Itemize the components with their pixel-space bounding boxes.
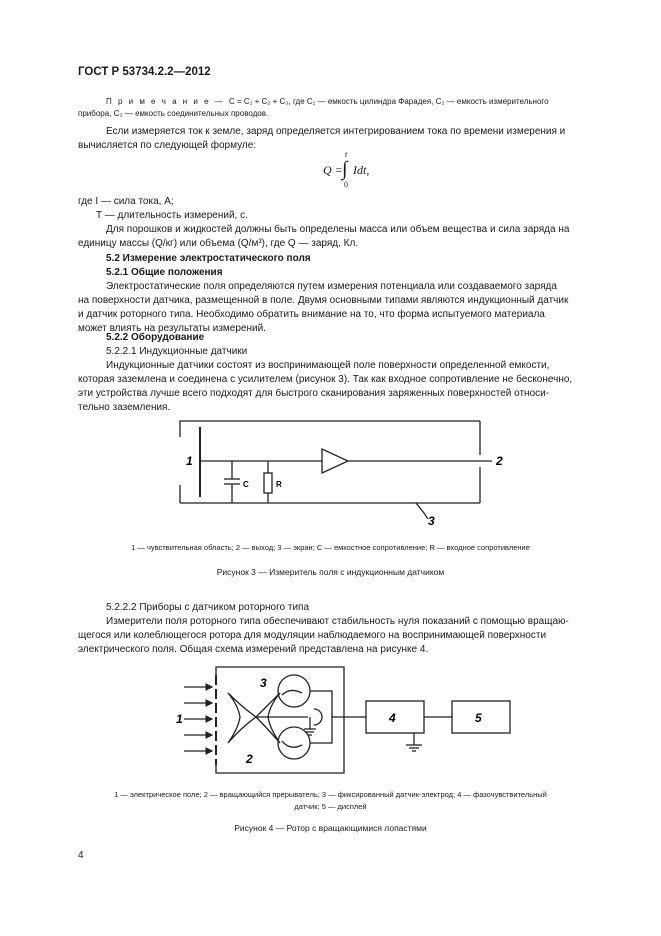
fig3-label-2: 2 (496, 454, 503, 468)
fig4-label-2: 2 (246, 752, 253, 766)
paragraph-rotor-2: щегося или колеблющегося ротора для модуляции наблюдаемого на воспринимающей поверхности (78, 630, 547, 641)
fig3-leader-3 (416, 503, 428, 519)
fig3-resistor (264, 473, 272, 493)
paragraph-fields-1: Электростатические поля определяются путем измерения потенциала или создаваемого заряда (106, 281, 557, 292)
formula-lower-limit: 0 (344, 180, 348, 189)
fig4-electrode-bottom (278, 727, 310, 759)
fig3-label-1: 1 (186, 454, 193, 468)
fig4-label-5: 5 (475, 711, 482, 725)
fig3-label-c: C (243, 480, 249, 489)
where-line-1: где I — сила тока, А; (78, 196, 174, 207)
figure-4-diagram (170, 663, 530, 785)
fig3-shield-top-left (180, 421, 196, 437)
paragraph-fields-3: и датчик роторного типа. Необходимо обратить внимание на то, что форма испытуемого материала (78, 309, 545, 320)
paragraph-induction-1: Индукционные датчики состоят из воспринимающей поле поверхности определенной емкости, (106, 360, 550, 371)
paragraph-induction-3: эти устройства лучше всего подходят для быстрого сканирования заряженных поверхностей относи- (78, 388, 550, 399)
fig4-label-4: 4 (389, 711, 396, 725)
figure-4-caption: Рисунок 4 — Ротор с вращающимися лопастями (234, 823, 427, 833)
paragraph-powders-1: Для порошков и жидкостей должны быть определены масса или объем вещества и сила заряда на (106, 224, 570, 235)
figure-4-legend-1: 1 — электрическое поле; 2 — вращающийся прерыватель; 3 — фиксированный датчик-электрод; 4 — фазочувствительный (114, 790, 547, 799)
fig4-label-3: 3 (260, 676, 267, 690)
note-line-2: прибора, C₃ — емкость соединительных проводов. (78, 109, 269, 118)
formula-upper-limit: t (345, 150, 348, 159)
paragraph-current-1: Если измеряется ток к земле, заряд определяется интегрированием тока по времени измерения и (106, 126, 566, 137)
formula-lhs: Q = (323, 163, 343, 177)
fig3-label-r: R (276, 480, 282, 489)
paragraph-induction-4: тельно заземления. (78, 402, 171, 413)
paragraph-fields-4: может влиять на результаты измерений. (78, 323, 266, 334)
section-5-2-2-2-heading: 5.2.2.2 Приборы с датчиком роторного типа (106, 602, 310, 613)
section-5-2-1-heading: 5.2.1 Общие положения (106, 267, 223, 278)
fig4-electrode-top-inner (282, 690, 302, 695)
integral-sign: ∫ (342, 158, 348, 180)
fig3-label-3: 3 (428, 514, 435, 528)
fig4-label-1: 1 (176, 712, 183, 726)
formula-integrand: Idt, (353, 163, 370, 177)
section-5-2-2-1-heading: 5.2.2.1 Индукционные датчики (106, 346, 248, 357)
fig4-rotor-blade-left (228, 693, 256, 743)
section-5-2-heading: 5.2 Измерение электростатического поля (106, 253, 311, 264)
paragraph-current-2: вычисляется по следующей формуле: (78, 140, 257, 151)
paragraph-rotor-1: Измерители поля роторного типа обеспечивают стабильность нуля показаний с помощью вращаю- (106, 616, 569, 627)
figure-4-legend-2: датчик; 5 — дисплей (294, 802, 367, 811)
paragraph-rotor-3: электрического поля. Общая схема измерений представлена на рисунке 4. (78, 644, 429, 655)
document-header: ГОСТ Р 53734.2.2—2012 (78, 66, 211, 78)
fig4-rotation-arc (314, 709, 322, 725)
section-5-2-2-heading: 5.2.2 Оборудование (106, 332, 205, 343)
paragraph-fields-2: на поверхности датчика, размещенной в поле. Двумя основными типами являются индукционный датчик (78, 295, 569, 306)
note-lead: П р и м е ч а н и е — (106, 97, 230, 106)
note-line-1 (78, 96, 614, 108)
where-line-2: T — длительность измерений, с. (96, 210, 248, 221)
note-text-1: C = C₁ + C₂ + C₃, где C₁ — емкость цилиндра Фарадея, C₂ — емкость измерительного (229, 97, 549, 106)
fig3-amplifier (322, 449, 348, 473)
fig4-electrode-bottom-inner (282, 741, 302, 747)
page-number: 4 (78, 850, 84, 861)
fig4-rotor-blade-right (256, 693, 280, 743)
figure-3-caption: Рисунок 3 — Измеритель поля с индукционным датчиком (216, 567, 445, 577)
paragraph-powders-2: единицу массы (Q/кг) или объема (Q/м³), где Q — заряд, Кл. (78, 238, 359, 249)
figure-3-legend: 1 — чувствительная область; 2 — выход; 3 — экран; C — емкостное сопротивление; R — входное сопротивление (131, 543, 530, 552)
paragraph-induction-2: которая заземлена и соединена с усилителем (рисунок 3). Так как входное сопротивление не бесконечно, (78, 374, 573, 385)
figure-3-diagram (170, 415, 520, 535)
